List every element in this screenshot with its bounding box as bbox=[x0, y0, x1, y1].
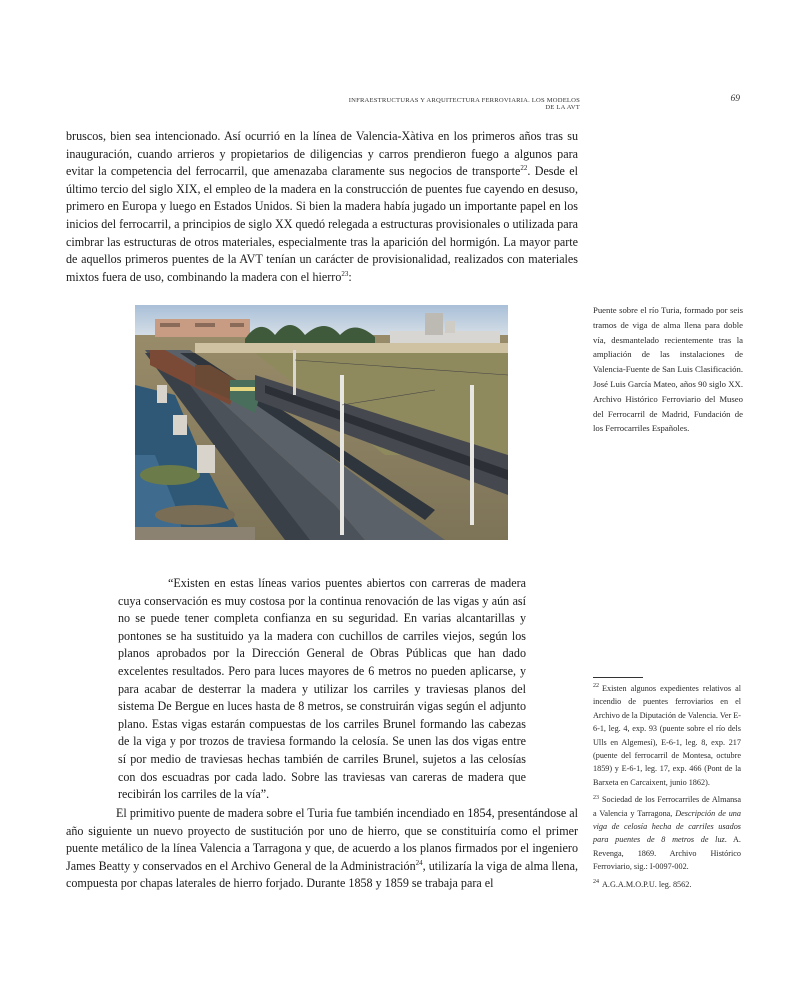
paragraph-text: . Desde el último tercio del siglo XIX, el empleo de la madera en la construcción de puentes fue cayendo en desuso, primero en Europa y luego en Estados Unidos. Si bien la madera había jugado un importante papel en los inicios del ferrocarril, a principios de siglo XX quedó relegada a estructuras provisionales o utilizada para cimbrar las estructuras de otros materiales, especialmente tras la aparición del hormigón. La mayor parte de aquellos primeros puentes de la AVT tenían un carácter de provisionalidad, realizados con materiales mixtos fuera de uso, combinando la madera con el hierro bbox=[66, 164, 578, 284]
footnote-text: A.G.A.M.O.P.U. leg. 8562. bbox=[602, 879, 692, 889]
figure-caption: Puente sobre el río Turia, formado por seis tramos de viga de alma llena para doble vía, desmantelado recientemente tras la ampliación de las instalaciones de Valencia-Fuente de San Luis Clasificación. José Luis García Mateo, años 90 siglo XX. Archivo Histórico Ferroviario del Museo del Ferrocarril de Madrid, Fundación de los Ferrocarriles Españoles. bbox=[593, 305, 743, 434]
footnote-ref-22[interactable]: 22 bbox=[520, 164, 528, 173]
block-quote: “Existen en estas líneas varios puentes abiertos con carreras de madera cuya conservación es muy costosa por la continua renovación de las vigas y aún así no se puede tener completa confianza en su seguridad. En varias alcantarillas y pontones se ha sustituido ya la madera con cuchillos de carriles viejos, según los planos aprobados por la Dirección General de Obras Públicas que han dado excelentes resultados. Pero para luces mayores de 6 metros no pueden aplicarse, y para acabar de desterrar la madera y utilizar los carriles y traviesas planos del sistema De Bergue en luces hasta de 8 metros, se construirán vigas según el adjunto plano. Estas vigas estarán compuestas de los carriles Brunel formando las cabezas de la viga y por trozos de traviesa formando la celosía. Se unen las dos vigas entre sí por medio de traviesas hechas también de carriles Brunel, sujetos a las celosías con dos escuadras por cada lado. Sobre las traviesas van careras de madera que recibirán los carriles de la vía”. bbox=[118, 576, 526, 802]
paragraph-text: , utilizaría la viga de alma llena, compuesta por chapas laterales de hierro forjado. Durante 1858 y 1859 se trabaja para el bbox=[66, 858, 578, 891]
footnote-text: . A. Revenga, 1869. Archivo Histórico Ferroviario, sig.: I-0097-002. bbox=[593, 835, 741, 872]
footnote-number: 24 bbox=[593, 878, 599, 885]
footnote-22 bbox=[593, 682, 741, 789]
footnote-ref-24[interactable]: 24 bbox=[415, 858, 423, 867]
body-paragraph-2 bbox=[66, 805, 578, 893]
paragraph-text: bruscos, bien sea intencionado. Así ocurrió en la línea de Valencia-Xàtiva en los primeros años tras su inauguración, cuando arrieros y propietarios de diligencias y carros prendieron fuego a algunos para evitar la competencia del ferrocarril, que amenazaba claramente sus negocios de transporte bbox=[66, 129, 578, 179]
footnote-number: 23 bbox=[593, 794, 599, 801]
footnote-title: Descripción de una viga de celosía hecha de carriles usados para puentes de 8 metros de luz bbox=[593, 808, 741, 845]
footnote-text: Sociedad de los Ferrocarriles de Almansa a Valencia y Tarragona, bbox=[593, 795, 741, 818]
footnote-23 bbox=[593, 793, 741, 873]
footnote-24 bbox=[593, 878, 741, 891]
paragraph-text: : bbox=[348, 269, 352, 284]
paragraph-text: El primitivo puente de madera sobre el Turia fue también incendiado en 1854, presentándose al año siguiente un nuevo proyecto de sustitución por uno de hierro, que se constituiría como el primer puente metálico de la línea Valencia a Tarragona y que, de acuerdo a los planos firmados por el ingeniero James Beatty y conservados en el Archivo General de la Administración bbox=[66, 806, 578, 873]
footnote-ref-23[interactable]: 23 bbox=[341, 269, 349, 278]
footnote-divider bbox=[593, 677, 643, 678]
running-head: INFRAESTRUCTURAS Y ARQUITECTURA FERROVIARIA. LOS MODELOS DE LA AVT bbox=[348, 97, 580, 111]
footnote-text: Existen algunos expedientes relativos al incendio de puentes ferroviarios en el Archivo de la Diputación de Valencia. Ver E-6-1, leg. 4, exp. 93 (puente sobre el río dels Ulls en Algemesí), E-6-1, leg. 8, exp. 217 (puente del ferrocarril de Montesa, octubre 1859) y E-6-1, leg. 17, exp. 466 (Pont de la Barxeta en Carcaixent, junio 1862). bbox=[593, 684, 741, 787]
footnote-number: 22 bbox=[593, 683, 599, 690]
page-number: 69 bbox=[730, 94, 740, 104]
footnotes bbox=[593, 682, 741, 895]
body-paragraph-1 bbox=[66, 128, 578, 286]
bridge-photo bbox=[135, 305, 508, 540]
